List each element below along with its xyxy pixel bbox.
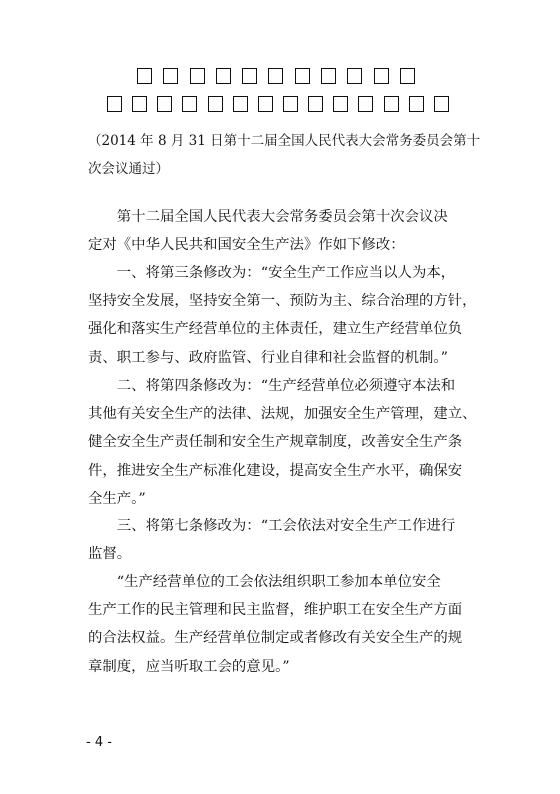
missing-glyph-box bbox=[190, 68, 205, 84]
title-line-1 bbox=[137, 68, 415, 84]
missing-glyph-box bbox=[434, 96, 449, 112]
missing-glyph-box bbox=[242, 68, 257, 84]
paragraph-amendment-3 bbox=[88, 512, 478, 568]
missing-glyph-box bbox=[233, 96, 248, 112]
missing-glyph-box bbox=[308, 96, 323, 112]
missing-glyph-box bbox=[157, 96, 172, 112]
paragraph-amendment-2 bbox=[88, 372, 478, 513]
missing-glyph-box bbox=[358, 96, 373, 112]
missing-glyph-box bbox=[137, 68, 152, 84]
text-line: 监督。 bbox=[88, 546, 132, 563]
paragraph-preamble bbox=[88, 203, 478, 259]
paragraph-union-clause bbox=[88, 568, 478, 681]
missing-glyph-box bbox=[347, 68, 362, 84]
missing-glyph-box bbox=[283, 96, 298, 112]
text-line: 责、职工参与、政府监管、行业自律和社会监督的机制。” bbox=[88, 349, 448, 366]
missing-glyph-box bbox=[268, 68, 283, 84]
text-line: 定对《中华人民共和国安全生产法》作如下修改： bbox=[88, 237, 405, 254]
text-line: 生产工作的民主管理和民主监督，维护职工在安全生产方面 bbox=[88, 602, 463, 619]
text-line: 坚持安全发展，坚持安全第一、预防为主、综合治理的方针， bbox=[88, 293, 477, 310]
missing-glyph-box bbox=[163, 68, 178, 84]
missing-glyph-box bbox=[107, 96, 122, 112]
missing-glyph-box bbox=[132, 96, 147, 112]
missing-glyph-box bbox=[409, 96, 424, 112]
text-line: 强化和落实生产经营单位的主体责任，建立生产经营单位负 bbox=[88, 321, 463, 338]
missing-glyph-box bbox=[400, 68, 415, 84]
text-line: 件，推进安全生产标准化建设，提高安全生产水平，确保安 bbox=[88, 462, 463, 479]
text-line: 一、将第三条修改为：“安全生产工作应当以人为本， bbox=[88, 265, 456, 281]
text-line: 二、将第四条修改为：“生产经营单位必须遵守本法和 bbox=[88, 378, 456, 394]
text-line: 章制度，应当听取工会的意见。” bbox=[88, 658, 290, 675]
text-line: 全生产。” bbox=[88, 490, 146, 507]
text-line: 健全安全生产责任制和安全生产规章制度，改善安全生产条 bbox=[88, 434, 463, 451]
missing-glyph-box bbox=[216, 68, 231, 84]
text-line: 第十二届全国人民代表大会常务委员会第十次会议决 bbox=[88, 209, 448, 225]
missing-glyph-box bbox=[374, 68, 389, 84]
adoption-note-line-2: 次会议通过） bbox=[88, 161, 169, 177]
missing-glyph-box bbox=[258, 96, 273, 112]
title-line-2 bbox=[107, 96, 449, 112]
paragraph-amendment-1 bbox=[88, 259, 478, 372]
missing-glyph-box bbox=[208, 96, 223, 112]
missing-glyph-box bbox=[333, 96, 348, 112]
page-number: - 4 - bbox=[86, 735, 112, 750]
text-line: 三、将第七条修改为：“工会依法对安全生产工作进行 bbox=[88, 518, 456, 534]
missing-glyph-box bbox=[321, 68, 336, 84]
text-line: 其他有关安全生产的法律、法规，加强安全生产管理，建立、 bbox=[88, 406, 477, 423]
text-line: “生产经营单位的工会依法组织职工参加本单位安全 bbox=[88, 574, 441, 590]
missing-glyph-box bbox=[182, 96, 197, 112]
missing-glyph-box bbox=[295, 68, 310, 84]
missing-glyph-box bbox=[384, 96, 399, 112]
text-line: 的合法权益。生产经营单位制定或者修改有关安全生产的规 bbox=[88, 630, 463, 647]
adoption-note-line-1: （2014 年 8 月 31 日第十二届全国人民代表大会常务委员会第十 bbox=[88, 133, 481, 149]
